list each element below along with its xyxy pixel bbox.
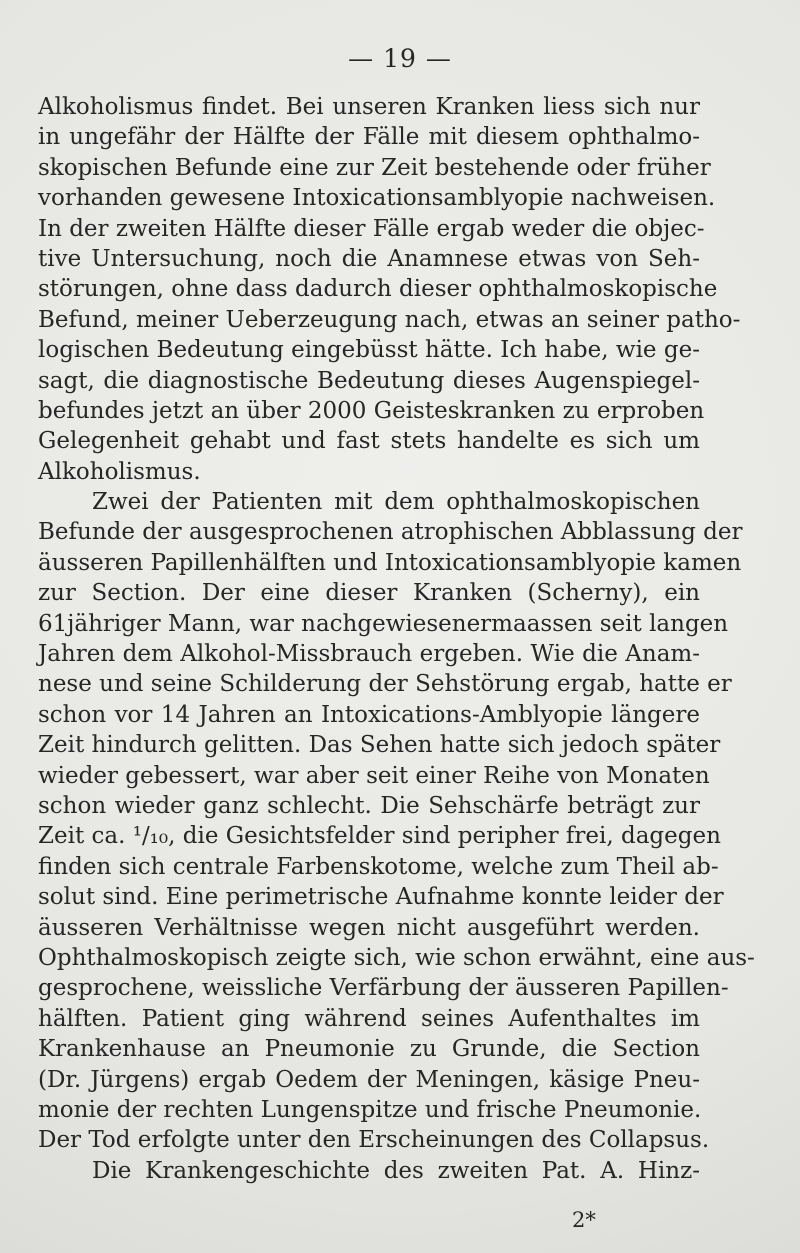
text-line-19: Jahren dem Alkohol-Missbrauch ergeben. Wie die Anam- xyxy=(38,641,700,668)
text-line-23: wieder gebessert, war aber seit einer Reihe von Monaten xyxy=(38,762,710,789)
text-line-10: sagt, die diagnostische Bedeutung dieses Augenspiegel- xyxy=(38,367,700,394)
text-line-13: Alkoholismus. xyxy=(38,458,201,485)
text-line-4: vorhanden gewesene Intoxicationsamblyopie nachweisen. xyxy=(38,185,716,212)
text-line-28: äusseren Verhältnisse wegen nicht ausgeführt werden. xyxy=(38,914,700,941)
text-line-27: solut sind. Eine perimetrische Aufnahme konnte leider der xyxy=(38,884,724,911)
text-line-1: Alkoholismus findet. Bei unseren Kranken liess sich nur xyxy=(38,94,700,120)
text-line-8: Befund, meiner Ueberzeugung nach, etwas an seiner patho- xyxy=(38,306,741,333)
text-line-18: 61jähriger Mann, war nachgewiesenermaassen seit langen xyxy=(38,610,729,637)
text-line-24: schon wieder ganz schlecht. Die Sehschärfe beträgt zur xyxy=(38,792,700,819)
text-line-34: monie der rechten Lungenspitze und frische Pneumonie. xyxy=(38,1096,702,1123)
text-line-33: (Dr. Jürgens) ergab Oedem der Meningen, käsige Pneu- xyxy=(38,1066,700,1093)
text-line-29: Ophthalmoskopisch zeigte sich, wie schon erwähnt, eine aus- xyxy=(38,944,755,971)
text-line-36: Die Krankengeschichte des zweiten Pat. A. Hinz- xyxy=(92,1157,700,1184)
text-line-22: Zeit hindurch gelitten. Das Sehen hatte sich jedoch später xyxy=(38,732,721,759)
text-line-20: nese und seine Schilderung der Sehstörung ergab, hatte er xyxy=(38,671,732,698)
text-line-3: skopischen Befunde eine zur Zeit bestehende oder früher xyxy=(38,154,711,181)
text-line-11: befundes jetzt an über 2000 Geisteskranken zu erproben xyxy=(38,397,705,424)
text-line-30: gesprochene, weissliche Verfärbung der äusseren Papillen- xyxy=(38,975,729,1002)
text-line-15: Befunde der ausgesprochenen atrophischen Abblassung der xyxy=(38,519,743,546)
text-line-21: schon vor 14 Jahren an Intoxications-Amblyopie längere xyxy=(38,701,700,728)
text-line-35: Der Tod erfolgte unter den Erscheinungen des Collapsus. xyxy=(38,1127,710,1154)
text-line-25: Zeit ca. ¹/₁₀, die Gesichtsfelder sind peripher frei, dagegen xyxy=(38,823,721,850)
text-line-17: zur Section. Der eine dieser Kranken (Scherny), ein xyxy=(38,580,700,607)
signature-mark: 2* xyxy=(572,1208,596,1232)
text-line-31: hälften. Patient ging während seines Aufenthaltes im xyxy=(38,1005,700,1032)
body-text xyxy=(38,92,755,1186)
page-number: — 19 — xyxy=(348,44,452,73)
text-line-9: logischen Bedeutung eingebüsst hätte. Ich habe, wie ge- xyxy=(38,337,700,364)
text-line-6: tive Untersuchung, noch die Anamnese etwas von Seh- xyxy=(38,245,700,272)
text-line-26: finden sich centrale Farbenskotome, welche zum Theil ab- xyxy=(38,853,719,880)
text-line-14: Zwei der Patienten mit dem ophthalmoskopischen xyxy=(92,489,700,516)
text-line-7: störungen, ohne dass dadurch dieser ophthalmoskopische xyxy=(38,276,718,303)
text-line-16: äusseren Papillenhälften und Intoxicationsamblyopie kamen xyxy=(38,549,742,576)
text-line-32: Krankenhause an Pneumonie zu Grunde, die Section xyxy=(38,1036,700,1063)
text-line-12: Gelegenheit gehabt und fast stets handelte es sich um xyxy=(38,428,700,455)
text-line-5: In der zweiten Hälfte dieser Fälle ergab weder die objec- xyxy=(38,215,705,242)
text-line-2: in ungefähr der Hälfte der Fälle mit diesem ophthalmo- xyxy=(38,124,700,151)
